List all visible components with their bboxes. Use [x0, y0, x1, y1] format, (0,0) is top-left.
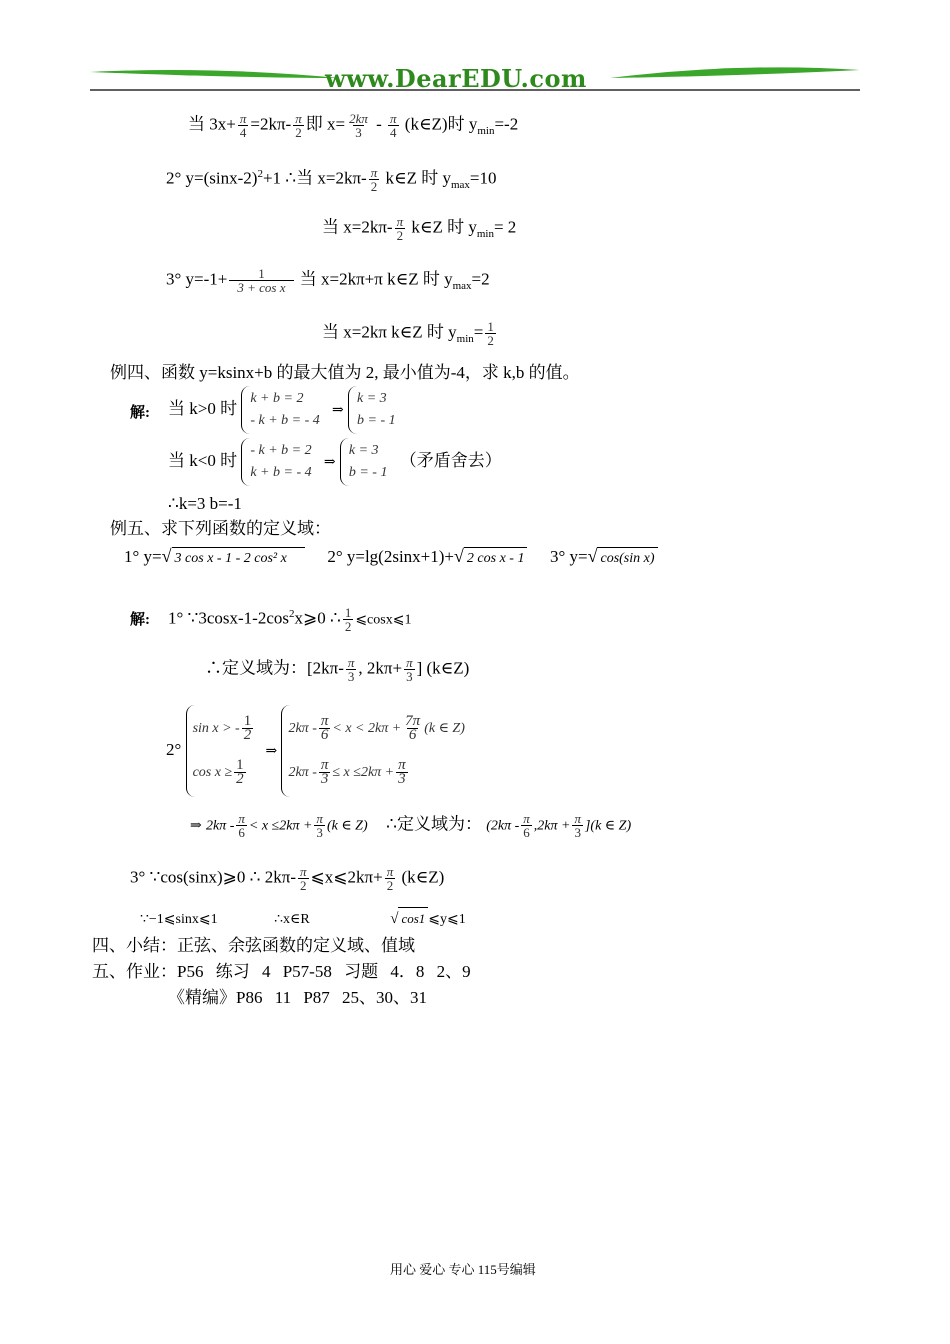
summary: 四、小结：正弦、余弦函数的定义域、值域 [92, 936, 415, 955]
header-logo: www.DearEDU.com [325, 64, 587, 93]
solution-label-2: 解: [130, 612, 150, 628]
example-5-title: 例五、求下列函数的定义域： [110, 519, 331, 538]
homework-1: 五、作业：P56 练习 4 P57-58 习题 4．8 2、9 [92, 962, 471, 981]
example-4-title: 例四、函数 y=ksinx+b 的最大值为 2, 最小值为-4，求 k,b 的值。 [110, 363, 580, 382]
solution-1: 1° $\because 3\cos x-1-2\cos^2x⩾0$ ∴ $\frac{1}{2}$ ⩽cosx⩽1 [168, 605, 412, 635]
solution-2: 2° sin x > - $\frac{1}{2}$ cos x ≥ $\frac{1}{2}$ ⇒ 2kπ - $\frac{\pi}{6}$ < x < 2kπ + $\frac{7\pi}{6}$ (k ∈ Z) 2kπ - $\frac{\pi}{3}$ ≤ x ≤2kπ + $\frac{\pi}{3}$ [166, 705, 471, 797]
solution-3-range: ∵−1⩽sinx⩽1 ∴x∈R √ cos1 ⩽y⩽1 [140, 907, 466, 931]
domain-1: ∴定义域为：[2kπ- $\frac{\pi}{3}$ , 2kπ+ $\frac{\pi}{3}$ ] (k∈Z) [205, 655, 470, 684]
case-k-negative: 当 k<0 时 - k + b = 2 k + b = - 4 ⇒ k = 3 b = - 1 （矛盾舍去） [168, 438, 502, 486]
example-5-functions: 1° y=√ 3 cos x - 1 - 2 cos² x 2° y=lg(2sinx+1)+√ 2 cos x - 1 3° y=√ cos(sin x) [124, 545, 658, 570]
line-1: 当 3x+ $\frac{\pi}{4}$ =2kπ- $\frac{\pi}{2}$ 即 x= $\frac{2k\pi}{3}$ - $\frac{\pi}{4}$ (k∈Z)时 $y_{min}=-2$ [188, 111, 519, 140]
footer: 用心 爱心 专心 115号编辑 [390, 1262, 536, 1277]
line-5: 当 x=2kπ k∈Z 时 $y_{min}=$ $\frac{1}{2}$ [322, 319, 494, 348]
example-4-result: ∴k=3 b=-1 [168, 494, 242, 513]
case-k-positive: 当 k>0 时 k + b = 2 - k + b = - 4 ⇒ k = 3 b = - 1 [168, 386, 404, 434]
solution-label: 解: [130, 405, 150, 421]
solution-3: 3° ∵cos(sinx)⩾0 ∴ 2kπ- $\frac{\pi}{2}$ ⩽x⩽2kπ+ $\frac{\pi}{2}$ (k∈Z) [130, 864, 445, 893]
line-4: 3° y=-1+ $\frac{1}{\text{3 + cos x}}$ 当 x=2kπ+π k∈Z 时 $y_{max}=2$ [166, 266, 490, 295]
solution-2-result: ⇒ 2kπ - $\frac{\pi}{6}$ < x ≤2kπ + $\frac{\pi}{3}$ (k ∈ Z) ∴定义域为： (2kπ - $\frac{\pi}{6}$ ,2kπ + $\frac{\pi}{3}$ ](k ∈ Z) [190, 811, 632, 840]
line-2: 2° $y=(\sin x-2)^2+1$ ∴当 x=2kπ- $\frac{\pi}{2}$ k∈Z 时 $y_{max}=10$ [166, 165, 497, 195]
homework-2: 《精编》P86 11 P87 25、30、31 [168, 988, 428, 1007]
line-3: 当 x=2kπ- $\frac{\pi}{2}$ k∈Z 时 $y_{min}= 2$ [322, 214, 517, 243]
header [90, 62, 860, 94]
